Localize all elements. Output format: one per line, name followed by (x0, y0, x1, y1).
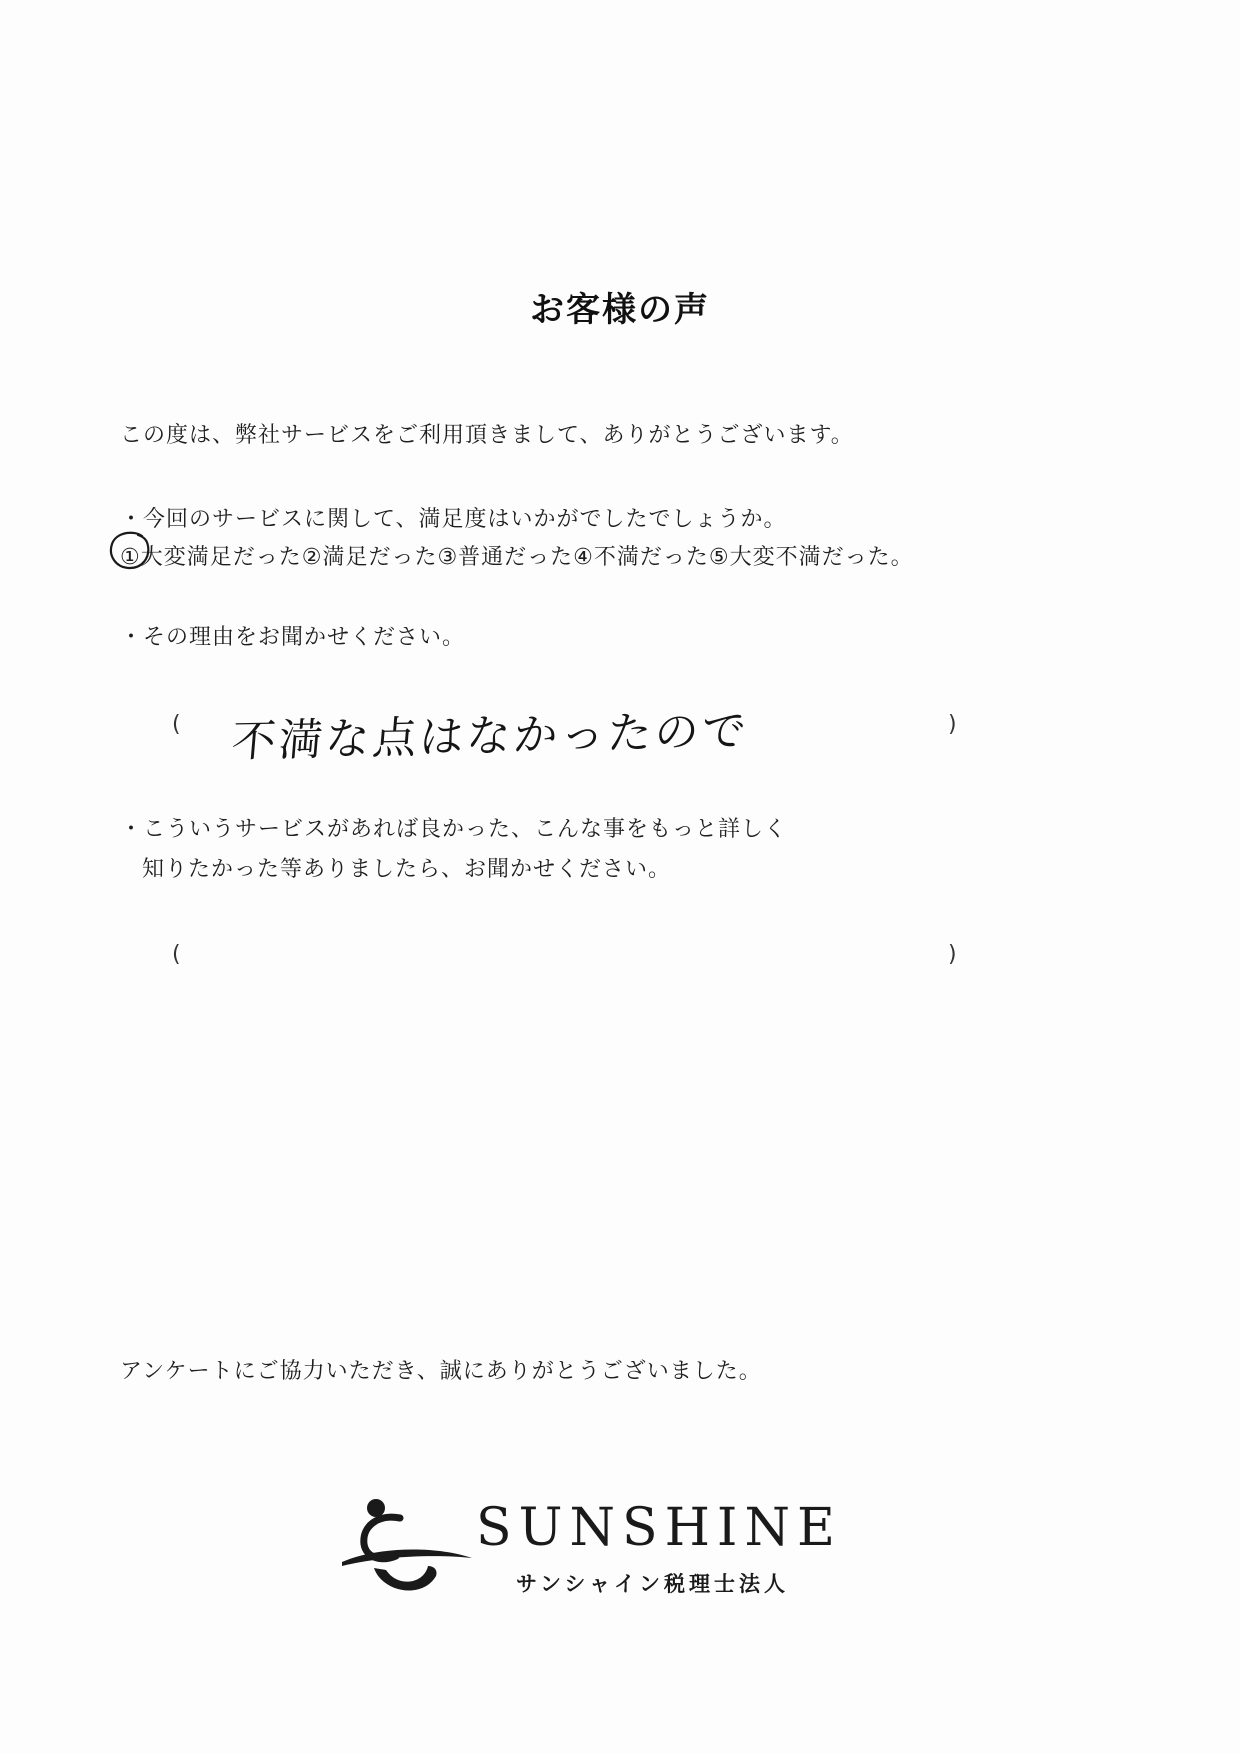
selected-option-circle-icon (108, 530, 152, 572)
q3-close-paren: ) (948, 942, 957, 967)
q3-open-paren: ( (172, 942, 181, 967)
sunshine-logo-mark-icon (338, 1496, 473, 1606)
logo-company-name: SUNSHINE (476, 1498, 842, 1558)
q2-question: ・その理由をお聞かせください。 (120, 625, 466, 650)
logo-company-subtitle: サンシャイン税理士法人 (516, 1572, 790, 1596)
closing-text: アンケートにご協力いただき、誠にありがとうございました。 (120, 1359, 762, 1384)
greeting-text: この度は、弊社サービスをご利用頂きまして、ありがとうございます。 (120, 423, 854, 448)
q2-close-paren: ) (948, 712, 957, 737)
q1-question: ・今回のサービスに関して、満足度はいかがでしたでしょうか。 (120, 507, 787, 532)
q1-options: ①大変満足だった②満足だった③普通だった④不満だった⑤大変不満だった。 (120, 545, 914, 570)
q2-handwritten-answer: 不満な点はなかったので (229, 705, 751, 768)
company-logo (338, 1496, 842, 1606)
page-title: お客様の声 (530, 290, 710, 330)
q2-open-paren: ( (172, 712, 181, 737)
q3-question-line1: ・こういうサービスがあれば良かった、こんな事をもっと詳しく (120, 817, 788, 842)
q3-question-line2: 知りたかった等ありましたら、お聞かせください。 (142, 857, 672, 882)
